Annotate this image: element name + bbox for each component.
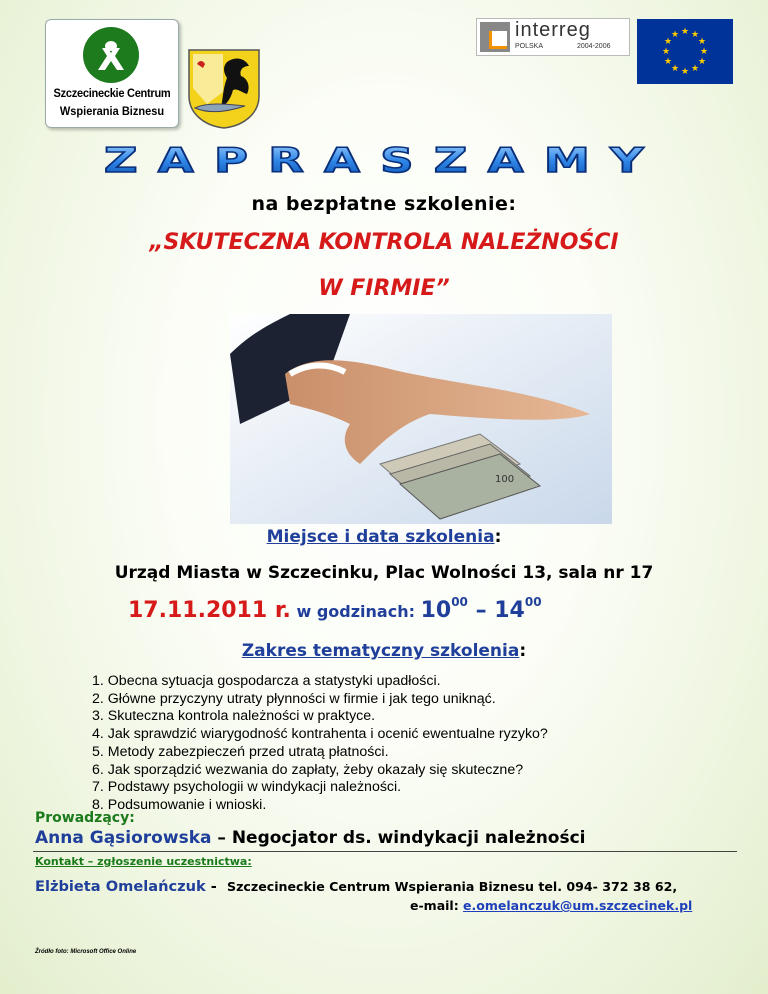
training-date: 17.11.2011 r. [128,598,291,623]
svg-text:★: ★ [690,30,700,40]
svg-text:★: ★ [663,37,673,47]
hours-label: w godzinach: [296,602,415,621]
contact-org: Szczecineckie Centrum Wspierania Biznesu tel. 094- 372 38 62, [227,879,678,894]
trainer-line [35,828,586,848]
svg-text:★: ★ [670,30,680,40]
scope-list [92,673,548,815]
scwb-logo [45,19,179,128]
venue-place: Urząd Miasta w Szczecinku, Plac Wolności 13, sala nr 17 [114,563,654,583]
svg-text:★: ★ [680,27,690,37]
headline [0,140,768,180]
interreg-logo [476,18,630,56]
hand-money-photo [230,314,612,524]
svg-text:100: 100 [495,474,515,485]
email-line [410,898,692,913]
list-item: 8. Podsumowanie i wnioski. [92,796,267,813]
trainer-name: Anna Gąsiorowska [35,828,212,848]
list-item: 3. Skuteczna kontrola należności w praktyce. [92,708,376,725]
venue-heading [0,527,768,547]
trainer-sep: – [211,828,232,848]
hours-dash: – [475,598,487,623]
svg-text:★: ★ [680,67,690,77]
svg-text:★: ★ [661,47,671,57]
list-item: 2. Główne przyczyny utraty płynności w firmie i jak tego uniknąć. [92,690,496,707]
svg-text:★: ★ [697,37,707,47]
photo-source: Źródło foto: Microsoft Office Online [35,949,137,955]
interreg-mark [480,22,510,52]
regional-crest-icon [187,48,261,130]
venue-heading-colon: : [494,527,502,547]
list-item: 7. Podstawy psychologii w windykacji należności. [92,779,402,796]
scope-heading-text: Zakres tematyczny szkolenia [241,641,520,661]
start-hour: 10 [420,598,452,623]
contact-name: Elżbieta Omelańczuk [35,878,206,895]
eu-flag-icon [637,19,733,84]
svg-text:★: ★ [670,64,680,74]
scwb-logo-icon [82,26,140,84]
contact-sep: - [205,878,222,895]
svg-text:★: ★ [690,64,700,74]
svg-text:★: ★ [663,57,673,67]
subtitle: na bezpłatne szkolenie: [251,193,517,215]
divider [33,851,737,852]
contact-label: Kontakt – zgłoszenie uczestnictwa: [35,855,252,868]
contact-line [35,878,677,895]
start-minute: 00 [451,595,468,609]
interreg-years: 2004-2006 [577,43,611,50]
list-item: 1. Obecna sytuacja gospodarcza a statystyki upadłości. [92,673,441,689]
svg-text:★: ★ [697,57,707,67]
venue-heading-text: Miejsce i data szkolenia [266,527,495,547]
scope-heading-colon: : [519,641,527,661]
end-minute: 00 [524,595,542,609]
scwb-logo-line1: Szczecineckie Centrum [53,86,171,100]
trainer-role: Negocjator ds. windykacji należności [231,828,586,848]
scope-heading [0,641,768,661]
list-item: 5. Metody zabezpieczeń przed utratą płatności. [92,743,389,760]
end-hour: 14 [494,598,525,623]
title-line1: „SKUTECZNA KONTROLA NALEŻNOŚCI [149,230,619,255]
trainer-label: Prowadzący: [35,810,135,826]
list-item: 4. Jak sprawdzić wiarygodność kontrahenta i ocenić ewentualne ryzyko? [92,726,548,743]
svg-text:★: ★ [699,47,709,57]
headline-text: ZAPRASZAMY [104,141,664,180]
list-item: 6. Jak sporządzić wezwania do zapłaty, żeby okazały się skuteczne? [92,761,524,778]
email-link[interactable]: e.omelanczuk@um.szczecinek.pl [463,898,693,913]
email-label: e-mail: [410,898,464,913]
title-line2: W FIRMIE” [318,276,450,301]
interreg-country: POLSKA [515,43,544,50]
date-line [128,595,542,623]
interreg-word: interreg [515,19,591,41]
scwb-logo-line2: Wspierania Biznesu [59,104,165,118]
